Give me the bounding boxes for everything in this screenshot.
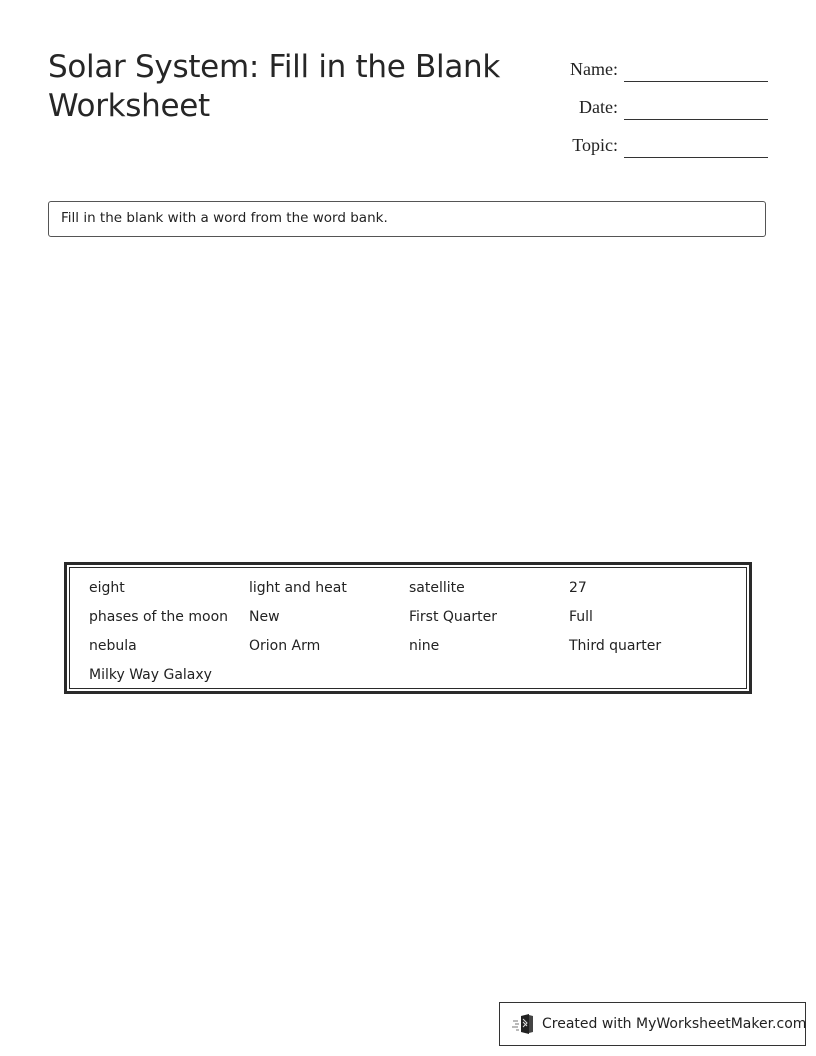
footer-credit-text[interactable]: Created with MyWorksheetMaker.com — [542, 1016, 807, 1032]
word-bank-item: satellite — [409, 580, 465, 596]
date-field[interactable] — [540, 90, 768, 120]
word-bank-item: nebula — [89, 638, 137, 654]
word-bank-item: light and heat — [249, 580, 347, 596]
word-bank-item: New — [249, 609, 280, 625]
page-title: Solar System: Fill in the Blank Worksheet — [48, 49, 501, 124]
topic-field[interactable] — [540, 128, 768, 158]
name-label: Name: — [570, 59, 618, 79]
instructions-text: Fill in the blank with a word from the word bank. — [61, 210, 388, 226]
date-blank-line[interactable] — [624, 119, 768, 120]
word-bank-item: Third quarter — [569, 638, 662, 654]
instructions-box — [48, 201, 766, 237]
word-bank-item: Full — [569, 609, 593, 625]
word-bank-item: nine — [409, 638, 440, 654]
word-bank — [64, 562, 752, 694]
topic-label: Topic: — [572, 135, 618, 155]
worksheet-maker-logo-icon — [512, 1013, 536, 1035]
word-bank-item: First Quarter — [409, 609, 497, 625]
name-field[interactable] — [540, 52, 768, 82]
name-blank-line[interactable] — [624, 81, 768, 82]
word-bank-item: 27 — [569, 580, 587, 596]
date-label: Date: — [579, 97, 618, 117]
footer-credit[interactable] — [499, 1002, 806, 1046]
topic-blank-line[interactable] — [624, 157, 768, 158]
word-bank-grid — [89, 574, 729, 690]
word-bank-item: Milky Way Galaxy — [89, 667, 212, 683]
word-bank-item: phases of the moon — [89, 609, 229, 625]
word-bank-item: Orion Arm — [249, 638, 321, 654]
word-bank-item: eight — [89, 580, 125, 596]
